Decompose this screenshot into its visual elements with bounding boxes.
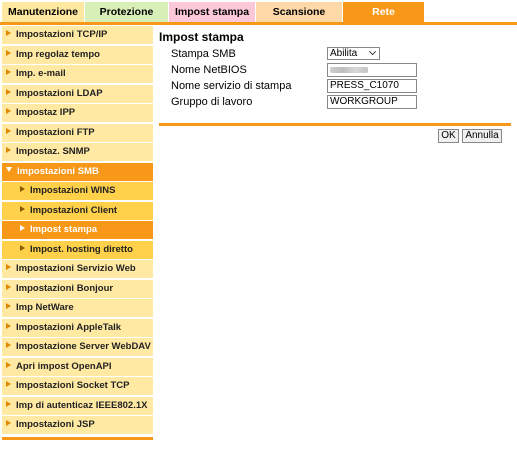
sidebar-item-label: Impostazioni TCP/IP	[16, 29, 108, 40]
arrow-right-icon	[6, 420, 11, 426]
tab-manutenzione[interactable]: Manutenzione	[2, 2, 84, 22]
sidebar-bottom-divider	[2, 437, 153, 440]
netbios-input[interactable]	[327, 63, 417, 77]
arrow-right-icon	[6, 147, 11, 153]
sidebar-item-bonjour[interactable]	[2, 280, 153, 299]
sidebar-item-web-service[interactable]	[2, 260, 153, 279]
tab-scansione[interactable]: Scansione	[256, 2, 342, 22]
sidebar-subitem-impost-stampa[interactable]	[2, 221, 153, 240]
sidebar-item-label: Impostazioni Socket TCP	[16, 380, 130, 391]
sidebar-item-snmp[interactable]	[2, 143, 153, 162]
arrow-right-icon	[20, 225, 25, 231]
form-row-print-service	[159, 78, 511, 94]
tab-impost-stampa[interactable]: Impost stampa	[169, 2, 255, 22]
sidebar-subitem-direct-hosting[interactable]	[2, 241, 153, 260]
sidebar-item-ieee8021x[interactable]	[2, 397, 153, 416]
sidebar-item-label: Impostaz. SNMP	[16, 146, 90, 157]
sidebar-item-netware[interactable]	[2, 299, 153, 318]
print-service-label: Nome servizio di stampa	[171, 80, 292, 92]
netbios-label: Nome NetBIOS	[171, 64, 247, 76]
sidebar-item-label: Impostazioni JSP	[16, 419, 95, 430]
sidebar-item-label: Impostazioni Servizio Web	[16, 263, 136, 274]
arrow-right-icon	[6, 362, 11, 368]
sidebar-item-webdav[interactable]	[2, 338, 153, 357]
arrow-right-icon	[6, 89, 11, 95]
sidebar-item-label: Impost stampa	[30, 224, 98, 235]
tab-rete[interactable]: Rete	[343, 2, 424, 24]
ok-button[interactable]: OK	[438, 129, 459, 143]
sidebar-subitem-wins[interactable]	[2, 182, 153, 201]
sidebar-item-ftp[interactable]	[2, 124, 153, 143]
arrow-right-icon	[20, 245, 25, 251]
arrow-right-icon	[6, 50, 11, 56]
main-panel	[159, 30, 511, 141]
sidebar-item-label: Impostaz IPP	[16, 107, 76, 118]
arrow-right-icon	[6, 342, 11, 348]
sidebar-menu	[2, 26, 153, 440]
workgroup-label: Gruppo di lavoro	[171, 96, 253, 108]
sidebar-item-label: Impostazioni Client	[30, 204, 118, 216]
arrow-right-icon	[6, 108, 11, 114]
stampa-smb-label: Stampa SMB	[171, 48, 236, 60]
sidebar-item-label: Imp regolaz tempo	[16, 48, 100, 60]
chevron-down-icon	[369, 48, 376, 55]
sidebar-item-label: Apri impost OpenAPI	[16, 360, 112, 372]
arrow-right-icon	[20, 206, 25, 212]
arrow-right-icon	[6, 401, 11, 407]
form-row-workgroup	[159, 94, 511, 110]
sidebar-item-ldap[interactable]	[2, 85, 153, 104]
form-row-stampa-smb	[159, 46, 511, 62]
arrow-right-icon	[6, 30, 11, 36]
arrow-right-icon	[6, 264, 11, 270]
sidebar-item-ipp[interactable]	[2, 104, 153, 123]
sidebar-item-label: Impostazioni SMB	[17, 165, 99, 177]
tab-divider	[0, 22, 517, 25]
sidebar-item-label: Impostazioni Bonjour	[16, 282, 114, 294]
sidebar-item-label: Impostazioni WINS	[30, 185, 116, 196]
arrow-right-icon	[6, 284, 11, 290]
print-service-input[interactable]: PRESS_C1070	[327, 79, 417, 93]
tab-protezione[interactable]: Protezione	[85, 2, 168, 22]
arrow-down-icon	[6, 167, 12, 172]
arrow-right-icon	[6, 323, 11, 329]
sidebar-item-label: Impostazione Server WebDAV	[16, 341, 151, 352]
sidebar-item-label: Impostazioni FTP	[16, 126, 95, 138]
sidebar-item-label: Impostazioni LDAP	[16, 87, 103, 99]
stampa-smb-select[interactable]	[327, 47, 380, 60]
sidebar-item-email[interactable]	[2, 65, 153, 84]
sidebar-item-tcpip[interactable]	[2, 26, 153, 45]
sidebar-item-label: Imp di autenticaz IEEE802.1X	[16, 399, 148, 411]
sidebar-item-appletalk[interactable]	[2, 319, 153, 338]
sidebar-item-label: Impostazioni AppleTalk	[16, 321, 122, 333]
workgroup-input[interactable]: WORKGROUP	[327, 95, 417, 109]
cancel-button[interactable]: Annulla	[462, 129, 502, 143]
arrow-right-icon	[6, 128, 11, 134]
main-divider	[159, 123, 511, 126]
sidebar-item-label: Imp NetWare	[16, 302, 74, 313]
sidebar-item-label: Impost. hosting diretto	[30, 243, 133, 255]
sidebar-subitem-client[interactable]	[2, 202, 153, 221]
sidebar-item-smb[interactable]	[2, 163, 153, 182]
stampa-smb-value: Abilita	[330, 48, 358, 59]
top-tab-bar	[0, 0, 517, 22]
arrow-right-icon	[6, 69, 11, 75]
page-title: Impost stampa	[159, 30, 244, 44]
form-row-netbios	[159, 62, 511, 78]
sidebar-item-socket-tcp[interactable]	[2, 377, 153, 396]
sidebar-item-label: Imp. e-mail	[16, 68, 66, 79]
sidebar-item-jsp[interactable]	[2, 416, 153, 435]
arrow-right-icon	[20, 186, 25, 192]
arrow-right-icon	[6, 381, 11, 387]
redacted-value	[330, 67, 368, 73]
sidebar-item-time[interactable]	[2, 46, 153, 65]
arrow-right-icon	[6, 303, 11, 309]
sidebar-item-openapi[interactable]	[2, 358, 153, 377]
